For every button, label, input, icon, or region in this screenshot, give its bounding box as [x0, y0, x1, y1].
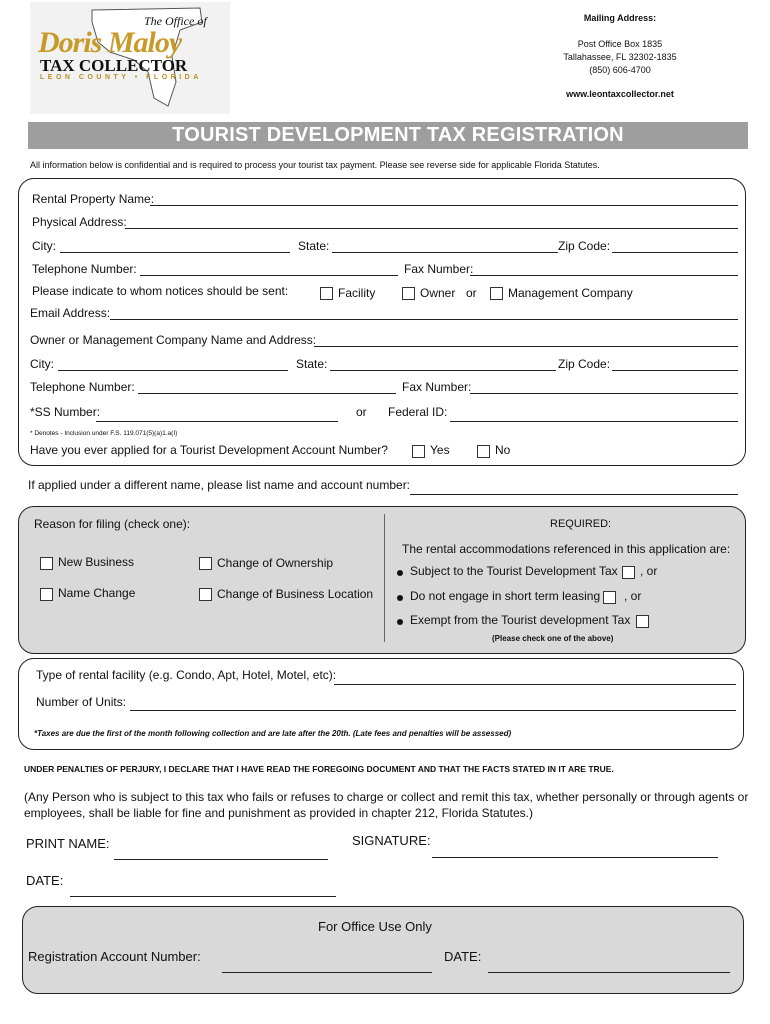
applied-question: Have you ever applied for a Tourist Development Account Number? [30, 443, 388, 457]
state-label: State: [298, 239, 330, 253]
city-field[interactable] [60, 252, 290, 253]
state2-field[interactable] [330, 370, 556, 371]
website-link[interactable]: www.leontaxcollector.net [566, 89, 674, 99]
fax-label: Fax Number: [404, 262, 474, 276]
physical-address-field[interactable] [125, 228, 738, 229]
state-field[interactable] [332, 252, 558, 253]
new-business-label: New Business [58, 555, 135, 569]
owner-mgmt-label: Owner or Management Company Name and Address: [30, 333, 317, 347]
change-location-label: Change of Business Location [217, 587, 374, 601]
facility-label: Facility [338, 286, 376, 300]
no-checkbox[interactable] [477, 445, 490, 458]
subject-or: , or [640, 564, 658, 578]
different-name-field[interactable] [410, 494, 738, 495]
bullet-icon [397, 570, 403, 576]
owner-mgmt-field[interactable] [314, 346, 738, 347]
zip2-label: Zip Code: [558, 357, 611, 371]
registration-field[interactable] [222, 972, 432, 973]
owner-checkbox[interactable] [402, 287, 415, 300]
fax2-label: Fax Number: [402, 380, 472, 394]
city-zip: Tallahassee, FL 32302-1835 [563, 52, 677, 62]
or-text: or [466, 286, 477, 300]
property-info-section [18, 178, 746, 466]
do-not-label: Do not engage in short term leasing [410, 589, 601, 603]
zip2-field[interactable] [612, 370, 738, 371]
ss-number-label: *SS Number: [30, 405, 101, 419]
intro-text: All information below is confidential and is required to process your tourist tax payment. Please see reverse side for applicable Florida Statutes. [30, 160, 600, 170]
fax-field[interactable] [470, 275, 738, 276]
office-of-text: The Office of [144, 14, 207, 28]
zip-field[interactable] [612, 252, 738, 253]
taxes-due-note: *Taxes are due the first of the month following collection and are late after the 20th. (Late fees and penalties will be assessed) [34, 729, 512, 738]
state2-label: State: [296, 357, 328, 371]
telephone2-field[interactable] [138, 393, 396, 394]
facility-checkbox[interactable] [320, 287, 333, 300]
subject-label: Subject to the Tourist Development Tax [410, 564, 618, 578]
physical-address-label: Physical Address: [32, 215, 127, 229]
zip-label: Zip Code: [558, 239, 611, 253]
facility-type-field[interactable] [334, 684, 736, 685]
office-date-label: DATE: [444, 949, 482, 964]
ss-footnote: * Denotes - Inclusion under F.S. 119.071(5)(a)1.a(I) [30, 430, 178, 437]
check-one-note: (Please check one of the above) [492, 634, 614, 643]
name-change-label: Name Change [58, 586, 136, 600]
liability-text: (Any Person who is subject to this tax who fails or refuses to charge or collect and remit this tax, whether personally or through agents or employees, shall be liable for fine and punishment as provided in chapter 212, Florida Statutes.) [24, 790, 749, 820]
telephone-field[interactable] [140, 275, 398, 276]
date-field[interactable] [70, 896, 336, 897]
change-location-checkbox[interactable] [199, 588, 212, 601]
tax-collector-text: TAX COLLECTOR [40, 56, 188, 75]
management-company-label: Management Company [508, 286, 633, 300]
ss-number-field[interactable] [96, 421, 338, 422]
po-box: Post Office Box 1835 [577, 39, 663, 49]
owner-label: Owner [420, 286, 456, 300]
referenced-text: The rental accommodations referenced in this application are: [402, 542, 731, 556]
print-name-field[interactable] [114, 859, 328, 860]
new-business-checkbox[interactable] [40, 557, 53, 570]
city2-field[interactable] [58, 370, 288, 371]
print-name-label: PRINT NAME: [26, 836, 110, 851]
office-date-field[interactable] [488, 972, 730, 973]
do-not-or: , or [624, 589, 642, 603]
units-label: Number of Units: [36, 695, 127, 709]
reason-title: Reason for filing (check one): [34, 517, 191, 531]
signature-field[interactable] [432, 857, 718, 858]
federal-id-label: Federal ID: [388, 405, 448, 419]
exempt-label: Exempt from the Tourist development Tax [410, 613, 631, 627]
federal-id-field[interactable] [450, 421, 738, 422]
rental-property-name-field[interactable] [150, 205, 738, 206]
no-label: No [495, 443, 511, 457]
units-field[interactable] [130, 710, 736, 711]
yes-label: Yes [430, 443, 450, 457]
notices-label: Please indicate to whom notices should be sent: [32, 284, 289, 298]
logo [30, 2, 230, 114]
office-name: Doris Maloy [38, 26, 182, 59]
email-label: Email Address: [30, 306, 111, 320]
name-change-checkbox[interactable] [40, 588, 53, 601]
change-ownership-checkbox[interactable] [199, 557, 212, 570]
mailing-address [520, 12, 720, 101]
mailing-title: Mailing Address: [583, 13, 657, 23]
management-company-checkbox[interactable] [490, 287, 503, 300]
signature-label: SIGNATURE: [352, 833, 431, 848]
city-label: City: [32, 239, 56, 253]
county-text: LEON COUNTY • FLORIDA [40, 74, 202, 81]
telephone-label: Telephone Number: [32, 262, 137, 276]
reason-divider [384, 514, 385, 642]
required-label: REQUIRED: [550, 518, 612, 530]
bullet-icon [397, 595, 403, 601]
registration-label: Registration Account Number: [28, 949, 201, 964]
email-field[interactable] [110, 319, 738, 320]
office-use-title: For Office Use Only [318, 919, 432, 934]
fax2-field[interactable] [470, 393, 738, 394]
do-not-checkbox[interactable] [603, 591, 616, 604]
perjury-statement: UNDER PENALTIES OF PERJURY, I DECLARE THAT I HAVE READ THE FOREGOING DOCUMENT AND THAT THE FACTS STATED IN IT ARE TRUE. [24, 764, 614, 774]
yes-checkbox[interactable] [412, 445, 425, 458]
date-label: DATE: [26, 873, 64, 888]
exempt-checkbox[interactable] [636, 615, 649, 628]
office-phone: (850) 606-4700 [589, 65, 651, 75]
different-name-label: If applied under a different name, please list name and account number: [28, 478, 411, 492]
change-ownership-label: Change of Ownership [217, 556, 334, 570]
or2-text: or [356, 405, 367, 419]
page-title: TOURIST DEVELOPMENT TAX REGISTRATION [172, 124, 624, 146]
telephone2-label: Telephone Number: [30, 380, 135, 394]
city2-label: City: [30, 357, 54, 371]
bullet-icon [397, 619, 403, 625]
facility-type-label: Type of rental facility (e.g. Condo, Apt, Hotel, Motel, etc): [36, 668, 337, 682]
rental-property-name-label: Rental Property Name: [32, 192, 155, 206]
subject-checkbox[interactable] [622, 566, 635, 579]
